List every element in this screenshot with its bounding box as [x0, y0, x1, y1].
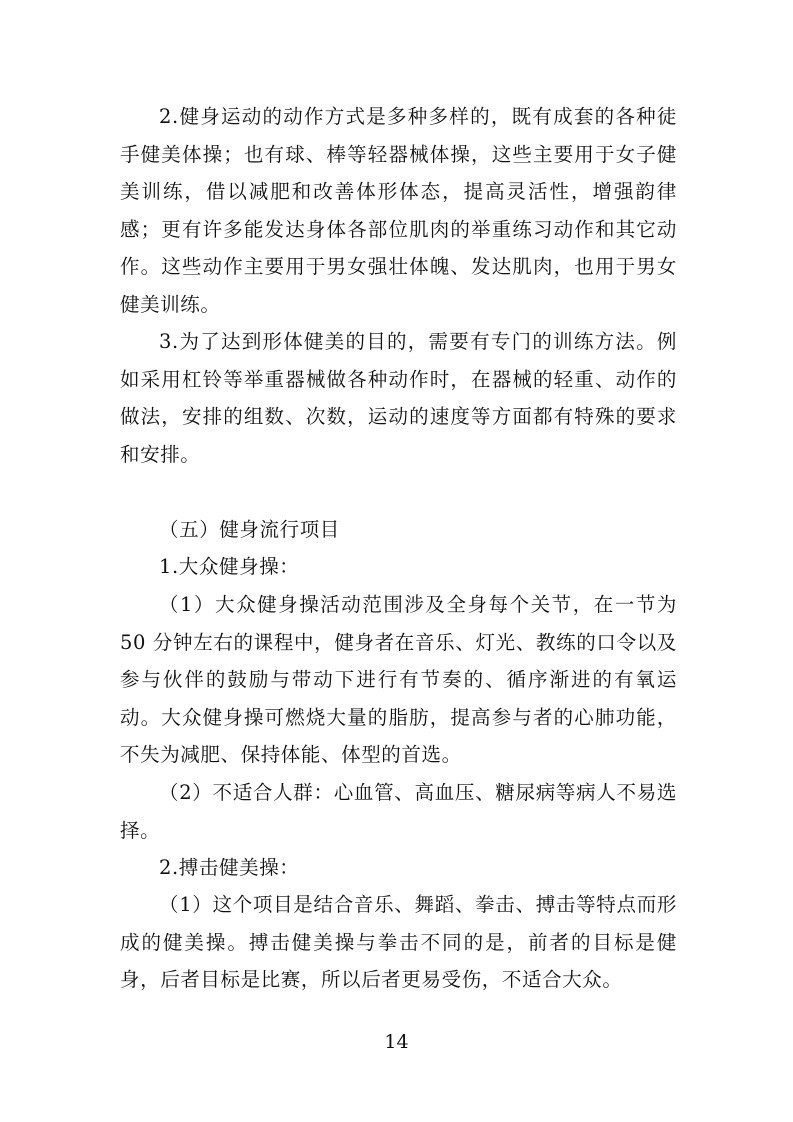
item-title-aerobics: 1.大众健身操： — [159, 555, 300, 578]
paragraph-exercise-methods: 2.健身运动的动作方式是多种多样的，既有成套的各种徒手健美体操；也有球、棒等轻器械体操，这些主要用于女子健美训练，借以减肥和改善体形体态，提高灵活性，增强韵律感；更有许多能发达身体各部位肌肉的举重练习动作和其它动作。这些动作主要用于男女强壮体魄、发达肌肉，也用于男女健美训练。 — [120, 105, 677, 316]
item-title-combat-aerobics: 2.搏击健美操： — [159, 856, 300, 879]
section-heading: （五）健身流行项目 — [159, 518, 340, 541]
paragraph-combat-aerobics-description: （1）这个项目是结合音乐、舞蹈、拳击、搏击等特点而形成的健美操。搏击健美操与拳击不同的是，前者的目标是健身，后者目标是比赛，所以后者更易受伤，不适合大众。 — [120, 893, 677, 991]
paragraph-aerobics-unsuitable: （2）不适合人群：心血管、高血压、糖尿病等病人不易选择。 — [120, 781, 677, 842]
page-number: 14 — [384, 1031, 409, 1053]
paragraph-training-methods: 3.为了达到形体健美的目的，需要有专门的训练方法。例如采用杠铃等举重器械做各种动作时，在器械的轻重、动作的做法，安排的组数、次数，运动的速度等方面都有特殊的要求和安排。 — [120, 330, 677, 466]
paragraph-aerobics-description: （1）大众健身操活动范围涉及全身每个关节，在一节为 50 分钟左右的课程中，健身者在音乐、灯光、教练的口令以及参与伙伴的鼓励与带动下进行有节奏的、循序渐进的有氧运动。大众健身操可燃烧大量的脂肪，提高参与者的心肺功能，不失为减肥、保持体能、体型的首选。 — [120, 593, 677, 766]
